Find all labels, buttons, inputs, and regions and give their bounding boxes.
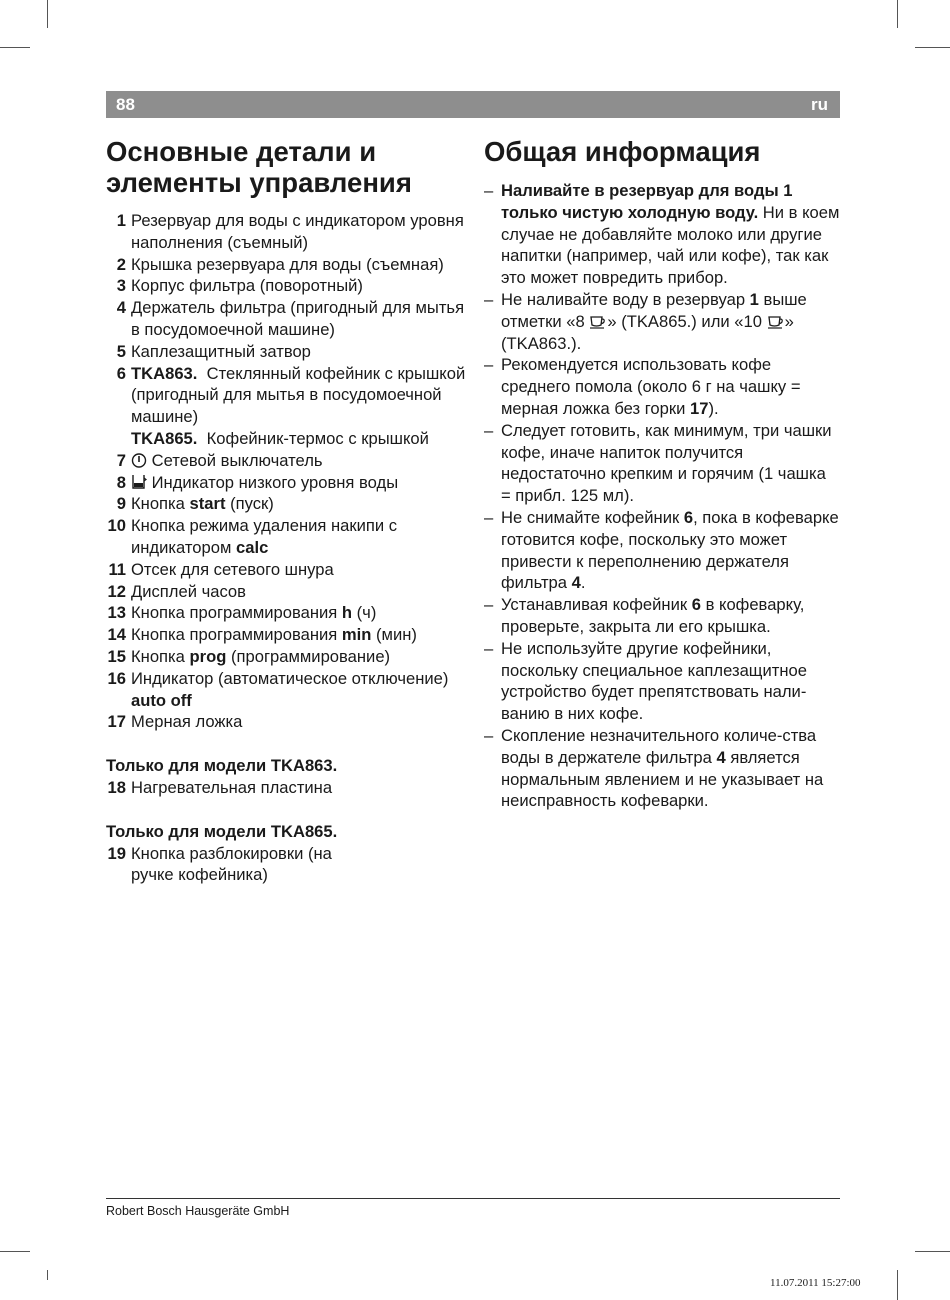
- low-water-icon: [131, 473, 147, 490]
- item-text: [131, 472, 466, 494]
- crop-mark: [0, 47, 30, 48]
- crop-mark: [0, 1251, 30, 1252]
- list-item: [106, 363, 466, 450]
- button-label: prog: [189, 646, 227, 666]
- list-item: [106, 624, 466, 646]
- crop-mark: [47, 0, 48, 28]
- bullet-dash: –: [484, 725, 494, 745]
- item-text: [501, 507, 840, 594]
- item-number: 14: [107, 625, 126, 645]
- list-item: [106, 275, 466, 297]
- item-text: [131, 363, 466, 450]
- list-item: [106, 210, 466, 254]
- cup-icon: [767, 314, 785, 329]
- item-text: Нагревательная пластина: [131, 777, 333, 797]
- item-desc: Кнопка программирования: [131, 603, 342, 623]
- list-item: [106, 581, 466, 603]
- item-number: 12: [107, 581, 126, 601]
- reference-number: 1: [749, 289, 759, 309]
- item-text: Отсек для сетевого шнура: [131, 559, 334, 579]
- list-item: [106, 450, 466, 472]
- item-text: Корпус фильтра (поворотный): [131, 276, 363, 296]
- list-item: [106, 493, 466, 515]
- item-number: 10: [107, 516, 126, 536]
- item-desc: , пока в кофеварке готовится кофе, поскольку это может привести к переполнению держателя фильтра: [501, 507, 839, 593]
- crop-mark: [47, 1270, 48, 1280]
- list-item: [106, 602, 466, 624]
- item-desc: » (TKA865.) или «10: [607, 311, 767, 331]
- item-text: Резервуар для воды с индикатором уровня наполнения (съемный): [131, 211, 464, 252]
- general-info-title: Общая информация: [484, 136, 761, 167]
- item-text: Крышка резервуара для воды (съемная): [131, 254, 444, 274]
- list-item: [484, 180, 840, 289]
- item-text: [131, 646, 466, 668]
- list-item: [484, 594, 840, 638]
- list-item: [484, 638, 840, 725]
- item-desc: Стеклянный кофейник с крышкой (пригодный для мытья в посудомоечной машине): [131, 363, 466, 427]
- button-label: start: [189, 494, 226, 514]
- reference-number: 6: [691, 595, 701, 615]
- print-timestamp: 11.07.2011 15:27:00: [770, 1277, 861, 1289]
- item-text: Дисплей часов: [131, 581, 246, 601]
- item-text: [131, 515, 466, 559]
- item-text: Следует готовить, как минимум, три чашки кофе, иначе напиток получится недостаточно крепким и горячим (1 чашка = прибл. 125 мл).: [501, 420, 832, 506]
- item-desc: Кнопка режима удаления накипи с индикатором: [131, 516, 398, 557]
- item-desc: (программирование): [226, 646, 391, 666]
- reference-number: 4: [716, 747, 726, 767]
- button-label: calc: [236, 537, 269, 557]
- item-text: [501, 594, 840, 638]
- item-number: 3: [116, 276, 126, 296]
- item-number: 8: [116, 472, 126, 492]
- page-number: 88: [116, 94, 135, 114]
- item-desc: (ч): [352, 603, 377, 623]
- item-text: Не используйте другие кофейники, поскольку специальное каплезащитное устройство будет препятствовать нали-ванию в них кофе.: [501, 638, 807, 724]
- bullet-dash: –: [484, 507, 494, 527]
- item-text: Каплезащитный затвор: [131, 341, 311, 361]
- item-text: [131, 493, 466, 515]
- item-desc: Кнопка: [131, 494, 190, 514]
- item-desc: .: [580, 573, 586, 593]
- item-number: 2: [116, 254, 126, 274]
- item-desc: Устанавливая кофейник: [501, 595, 692, 615]
- list-item: [106, 341, 466, 363]
- bullet-dash: –: [484, 638, 494, 658]
- list-item: [484, 725, 840, 812]
- list-item: [106, 646, 466, 668]
- list-item: [106, 777, 466, 799]
- item-number: 13: [107, 603, 126, 623]
- list-item: [484, 354, 840, 419]
- item-text: [501, 289, 840, 354]
- item-text: [501, 725, 840, 812]
- item-text: Мерная ложка: [131, 712, 243, 732]
- bullet-dash: –: [484, 289, 494, 309]
- list-item: [484, 289, 840, 354]
- item-text: Кнопка разблокировки (на ручке кофейника): [131, 843, 332, 885]
- item-desc: Кнопка: [131, 646, 190, 666]
- item-desc: » (TKA863.).: [501, 311, 794, 353]
- general-info-column: [484, 136, 840, 812]
- item-text: Держатель фильтра (пригодный для мытья в посудомоечной машине): [131, 298, 465, 339]
- power-switch-icon: [131, 452, 147, 468]
- list-item: [106, 668, 466, 712]
- item-desc: Скопление незначительного количе-ства воды в держателе фильтра: [501, 725, 817, 767]
- item-text: [131, 450, 466, 472]
- item-desc: Индикатор низкого уровня воды: [151, 472, 399, 492]
- item-text: [131, 668, 466, 712]
- item-desc: Не наливайте воду в резервуар: [501, 289, 750, 309]
- item-desc: Ни в коем случае не добавляйте молоко или другие напитки (например, чай или кофе), так как это может повредить прибор.: [501, 202, 840, 288]
- item-number: 7: [116, 450, 126, 470]
- model-label: TKA863.: [131, 363, 198, 383]
- button-label: auto off: [131, 690, 192, 710]
- list-item: [106, 711, 466, 733]
- crop-mark: [915, 47, 950, 48]
- item-number: 5: [116, 341, 126, 361]
- item-desc: Не снимайте кофейник: [501, 507, 684, 527]
- bullet-dash: –: [484, 595, 494, 615]
- item-number: 15: [107, 646, 126, 666]
- item-number: 6: [116, 363, 126, 383]
- language-code: ru: [811, 94, 828, 114]
- item-desc: Рекомендуется использовать кофе среднего помола (около 6 г на чашку = мерная ложка без горки: [501, 355, 801, 418]
- button-label: h: [341, 603, 353, 623]
- list-item: [484, 507, 840, 594]
- list-item: [106, 843, 466, 887]
- list-item: [106, 472, 466, 494]
- page-header-bar: [106, 91, 840, 118]
- item-number: 1: [116, 211, 126, 230]
- list-item: [484, 420, 840, 507]
- crop-mark: [897, 1270, 898, 1300]
- item-desc: в кофеварку, проверьте, закрыта ли его крышка.: [501, 595, 805, 636]
- item-number: 11: [108, 559, 126, 579]
- item-number: 19: [107, 843, 126, 863]
- model-863-heading: Только для модели TKA863.: [106, 756, 338, 776]
- item-desc: является нормальным явлением и не указывает на неисправность кофеварки.: [501, 747, 824, 811]
- reference-number: 4: [571, 573, 581, 593]
- bullet-dash: –: [484, 355, 494, 375]
- item-desc: выше отметки «8: [501, 289, 807, 331]
- cup-icon: [589, 314, 607, 329]
- list-item: [106, 254, 466, 276]
- item-number: 16: [107, 668, 126, 688]
- footer-company: Robert Bosch Hausgeräte GmbH: [106, 1204, 290, 1218]
- list-item: [106, 297, 466, 341]
- crop-mark: [915, 1251, 950, 1252]
- bullet-dash: –: [484, 181, 494, 200]
- item-desc: (мин): [371, 625, 417, 645]
- item-text: [131, 602, 466, 624]
- emphasis-text: Наливайте в резервуар для воды 1 только чистую холодную воду.: [501, 181, 793, 222]
- reference-number: 17: [690, 398, 709, 418]
- reference-number: 6: [683, 507, 694, 527]
- crop-mark: [897, 0, 898, 28]
- item-text: [131, 624, 466, 646]
- item-number: 9: [116, 494, 126, 514]
- item-number: 4: [116, 298, 126, 318]
- parts-title: Основные детали и элементы управления: [106, 136, 412, 198]
- footer-divider: [106, 1198, 840, 1199]
- item-text: [501, 354, 840, 419]
- button-label: min: [341, 625, 372, 645]
- item-desc: Кнопка программирования: [131, 625, 342, 645]
- item-desc: Кофейник-термос с крышкой: [206, 428, 429, 448]
- model-865-heading: Только для модели TKA865.: [106, 821, 338, 841]
- list-item: [106, 515, 466, 559]
- item-desc: Сетевой выключатель: [151, 450, 323, 470]
- model-label: TKA865.: [131, 428, 198, 448]
- item-number: 18: [107, 777, 126, 797]
- bullet-dash: –: [484, 420, 494, 440]
- list-item: [106, 559, 466, 581]
- item-text: [501, 180, 840, 289]
- item-desc: ).: [708, 398, 719, 418]
- item-desc: Индикатор (автоматическое отключение): [131, 668, 449, 688]
- item-desc: (пуск): [225, 494, 274, 514]
- item-number: 17: [107, 712, 126, 732]
- parts-column: [106, 136, 466, 886]
